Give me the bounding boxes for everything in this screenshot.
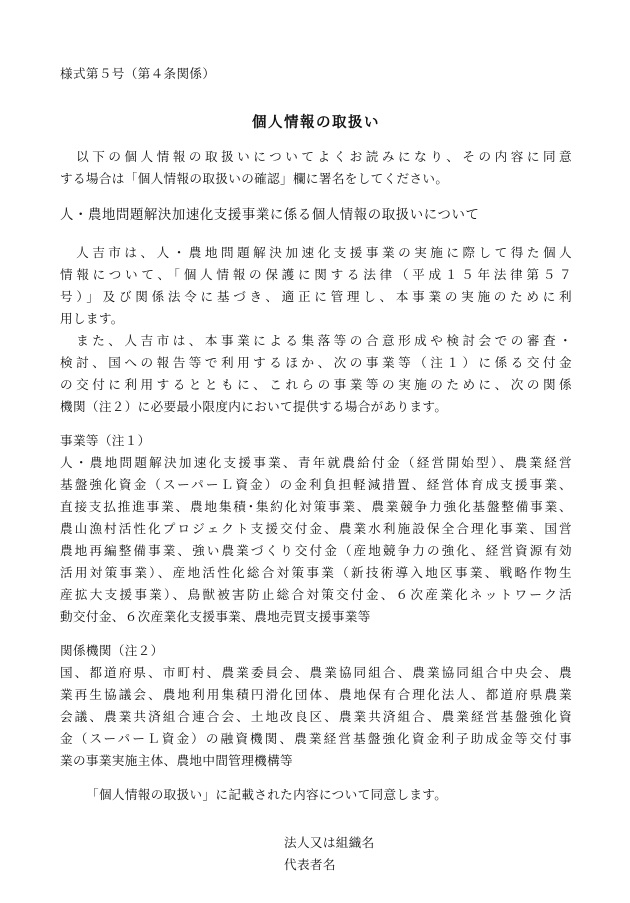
note2-line: 業再生協議会、農地利用集積円滑化団体、農地保有合理化法人、都道府県農業 — [60, 687, 572, 702]
note2-line: 金（スーパーＬ資金）の融資機関、農業経営基盤強化資金利子助成金等交付事 — [60, 731, 572, 746]
paragraph-line: 検討、国への報告等で利用するほか、次の事業等（注１）に係る交付金 — [60, 355, 572, 370]
paragraph-line: の交付に利用するとともに、これらの事業等の実施のために、次の関係 — [60, 377, 572, 392]
note2-heading: 関係機関（注２） — [60, 643, 164, 658]
paragraph-line: 機関（注２）に必要最小限度内において提供する場合があります。 — [60, 399, 448, 414]
note2-line: 会議、農業共済組合連合会、土地改良区、農業共済組合、農業経営基盤強化資 — [60, 709, 572, 724]
note2-line: 国、都道府県、市町村、農業委員会、農業協同組合、農業協同組合中央会、農 — [60, 665, 572, 680]
document-title: 個人情報の取扱い — [252, 114, 380, 131]
form-number: 様式第５号（第４条関係） — [60, 66, 216, 81]
consent-statement: 「個人情報の取扱い」に記載された内容について同意します。 — [86, 787, 448, 802]
note1-line: 人・農地問題解決加速化支援事業、青年就農給付金（経営開始型）、農業経営 — [60, 455, 572, 470]
paragraph-line: 号）」及び関係法令に基づき、適正に管理し、本事業の実施のために利 — [60, 289, 572, 304]
org-name-label: 法人又は組織名 — [284, 835, 375, 850]
representative-label: 代表者名 — [284, 857, 336, 872]
paragraph-line: また、人吉市は、本事業による集落等の合意形成や検討会での審査・ — [60, 333, 572, 348]
intro-line: する場合は「個人情報の取扱いの確認」欄に署名をしてください。 — [60, 171, 449, 186]
note1-line: 動交付金、６次産業化支援事業、農地売買支援事業等 — [60, 609, 371, 624]
note1-line: 農山漁村活性化プロジェクト支援交付金、農業水利施設保全合理化事業、国営 — [60, 521, 572, 536]
note1-line: 活用対策事業）、産地活性化総合対策事業（新技術導入地区事業、戦略作物生 — [60, 565, 572, 580]
intro-line: 以下の個人情報の取扱いについてよくお読みになり、その内容に同意 — [60, 149, 572, 164]
note2-line: 業の事業実施主体、農地中間管理機構等 — [60, 753, 293, 768]
section-heading: 人・農地問題解決加速化支援事業に係る個人情報の取扱いについて — [60, 208, 480, 223]
paragraph-line: 用します。 — [60, 311, 124, 326]
note1-line: 農地再編整備事業、強い農業づくり交付金（産地競争力の強化、経営資源有効 — [60, 543, 572, 558]
paragraph-line: 情報について、「個人情報の保護に関する法律（平成１５年法律第５７ — [60, 267, 572, 282]
paragraph-line: 人吉市は、人・農地問題解決加速化支援事業の実施に際して得た個人 — [60, 245, 572, 260]
note1-line: 直接支払推進事業、農地集積･集約化対策事業、農業競争力強化基盤整備事業、 — [60, 499, 572, 514]
note1-line: 基盤強化資金（スーパーＬ資金）の金利負担軽減措置、経営体育成支援事業、 — [60, 477, 572, 492]
note1-heading: 事業等（注１） — [60, 433, 151, 448]
note1-line: 産拡大支援事業）、鳥獣被害防止総合対策交付金、６次産業化ネットワーク活 — [60, 587, 572, 602]
